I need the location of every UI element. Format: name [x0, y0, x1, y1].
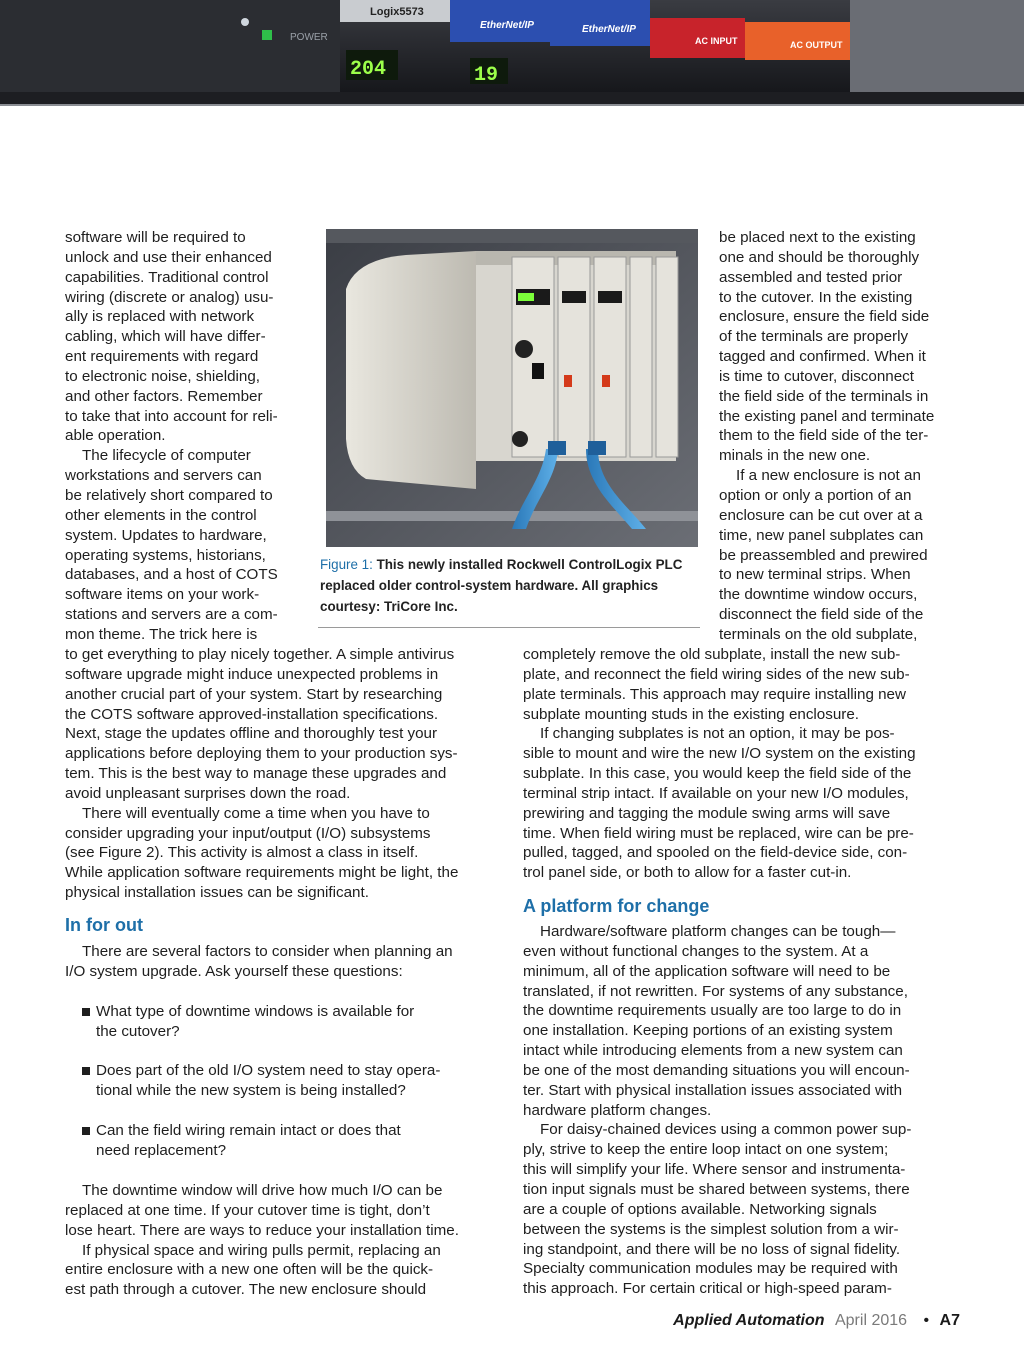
power-label: POWER	[290, 32, 328, 43]
text-line: Hardware/software platform changes can be tough—	[540, 923, 896, 940]
text-line: avoid unpleasant surprises down the road.	[65, 784, 351, 802]
module-enet1-readout: 19	[474, 64, 499, 87]
text-line: plate terminals. This approach may require installing new	[523, 685, 906, 703]
figure-caption-text: This newly installed Rockwell ControlLogix PLC replaced older control-system hardware. All graphics courtesy: TriCore Inc.	[320, 557, 683, 614]
text-line: operating systems, historians,	[65, 546, 266, 564]
text-line: physical installation issues can be significant.	[65, 884, 369, 902]
figure-1-photo	[326, 229, 698, 547]
text-line: software upgrade might induce unexpected problems in	[65, 665, 439, 683]
text-line: entire enclosure with a new one often will be the quick-	[65, 1261, 434, 1279]
text-line: While application software requirements might be light, the	[65, 864, 459, 882]
text-line: software will be required to	[65, 229, 246, 246]
text-line: and other factors. Remember	[65, 387, 263, 405]
text-line: the downtime window occurs,	[719, 586, 918, 604]
text-line: between the systems is the simplest solution from a wir-	[523, 1220, 899, 1238]
in-for-out-intro	[65, 942, 505, 982]
text-line: are a couple of options available. Networking signals	[523, 1200, 877, 1218]
text-line: the existing panel and terminate	[719, 407, 935, 425]
text-line: For daisy-chained devices using a common power sup-	[540, 1121, 912, 1139]
text-line: the COTS software approved-installation specifications.	[65, 705, 439, 723]
text-line: enclosure, ensure the field side	[719, 308, 930, 326]
bullet-square-icon	[82, 1008, 90, 1016]
publication-name: Applied Automation	[673, 1312, 825, 1329]
text-line: to new terminal strips. When	[719, 566, 911, 584]
text-line: Specialty communication modules may be required with	[523, 1260, 898, 1278]
caption-divider	[318, 627, 700, 628]
text-line: time. When field wiring must be replaced, wire can be pre-	[523, 824, 914, 842]
left-column-lower	[65, 645, 505, 903]
text-line: If changing subplates is not an option, it may be pos-	[540, 725, 895, 743]
module-ac-output-label: AC OUTPUT	[790, 40, 843, 50]
module-enet1-label: EtherNet/IP	[480, 20, 534, 31]
text-line: wiring (discrete or analog) usu-	[65, 288, 274, 306]
text-line: consider upgrading your input/output (I/O) subsystems	[65, 824, 431, 842]
text-line: If physical space and wiring pulls permit, replacing an	[82, 1241, 441, 1259]
bullet-item	[82, 1061, 492, 1101]
text-line: subplate. In this case, you would keep the field side of the	[523, 765, 912, 783]
text-line: one and should be thoroughly	[719, 248, 920, 266]
text-line: (see Figure 2). This activity is almost a class in itself.	[65, 844, 419, 862]
bullet-text: the cutover?	[96, 1022, 180, 1040]
issue-date: April 2016	[834, 1312, 908, 1329]
text-line: tion input signals must be shared between systems, there	[523, 1180, 910, 1198]
text-line: There are several factors to consider when planning an	[82, 943, 453, 960]
text-line: replaced at one time. If your cutover time is tight, don’t	[65, 1201, 430, 1219]
text-line: system. Updates to hardware,	[65, 526, 267, 544]
text-line: trol panel side, or both to allow for a faster cut-in.	[523, 864, 852, 882]
text-line: time, new panel subplates can	[719, 526, 924, 544]
text-line: ent requirements with regard	[65, 348, 259, 366]
text-line: capabilities. Traditional control	[65, 268, 269, 286]
text-line: is time to cutover, disconnect	[719, 367, 914, 385]
bullet-text: need replacement?	[96, 1141, 227, 1159]
text-line: pulled, tagged, and spooled on the field-device side, con-	[523, 844, 908, 862]
text-line: applications before deploying them to your production sys-	[65, 745, 458, 763]
right-column-top	[719, 228, 969, 645]
text-line: to electronic noise, shielding,	[65, 367, 261, 385]
text-line: lose heart. There are ways to reduce your installation time.	[65, 1221, 459, 1239]
text-line: disconnect the field side of the	[719, 606, 924, 624]
text-line: able operation.	[65, 427, 166, 445]
bullet-text: tional while the new system is being installed?	[96, 1081, 406, 1099]
right-column-bottom	[523, 922, 968, 1299]
text-line: databases, and a host of COTS	[65, 566, 278, 584]
text-line: intact while introducing elements from a new system can	[523, 1042, 903, 1060]
text-line: The downtime window will drive how much I/O can be	[82, 1182, 443, 1199]
text-line: hardware platform changes.	[523, 1101, 712, 1119]
text-line: I/O system upgrade. Ask yourself these questions:	[65, 962, 403, 980]
text-line: unlock and use their enhanced	[65, 248, 272, 266]
module-logix-label: Logix5573	[370, 6, 424, 18]
text-line: workstations and servers can	[65, 467, 262, 485]
header-banner-photo	[0, 0, 1024, 106]
section-heading-platform: A platform for change	[523, 896, 710, 916]
text-line: be preassembled and prewired	[719, 546, 928, 564]
bullet-square-icon	[82, 1127, 90, 1135]
text-line: terminals on the old subplate,	[719, 625, 918, 643]
text-line: be one of the most demanding situations you will encoun-	[523, 1061, 910, 1079]
text-line: ply, strive to keep the entire loop intact on one system;	[523, 1141, 889, 1159]
text-line: other elements in the control	[65, 506, 257, 524]
text-line: ter. Start with physical installation issues associated with	[523, 1081, 903, 1099]
text-line: to take that into account for reli-	[65, 407, 278, 425]
text-line: sible to mount and wire the new I/O system on the existing	[523, 745, 916, 763]
text-line: of the terminals are properly	[719, 328, 909, 346]
text-line: cabling, which will have differ-	[65, 328, 266, 346]
text-line: one installation. Keeping portions of an existing system	[523, 1022, 893, 1040]
text-line: mon theme. The trick here is	[65, 625, 258, 643]
footer-separator: •	[923, 1312, 930, 1329]
text-line: Next, stage the updates offline and thoroughly test your	[65, 725, 438, 743]
text-line: est path through a cutover. The new enclosure should	[65, 1281, 427, 1299]
text-line: assembled and tested prior	[719, 268, 903, 286]
left-column-bottom	[65, 1181, 505, 1300]
text-line: this approach. For certain critical or high-speed param-	[523, 1280, 892, 1298]
left-column-top	[65, 228, 315, 645]
text-line: If a new enclosure is not an	[736, 467, 921, 485]
text-line: software items on your work-	[65, 586, 260, 604]
text-line: the field side of the terminals in	[719, 387, 929, 405]
text-line: translated, if not rewritten. For systems of any substance,	[523, 982, 908, 1000]
module-ac-input-label: AC INPUT	[695, 36, 738, 46]
bullet-text: What type of downtime windows is available for	[96, 1003, 415, 1020]
text-line: to the cutover. In the existing	[719, 288, 913, 306]
text-line: be placed next to the existing	[719, 229, 916, 246]
text-line: minals in the new one.	[719, 447, 871, 465]
text-line: ing standpoint, and there will be no loss of signal fidelity.	[523, 1240, 901, 1258]
page-number: A7	[939, 1312, 960, 1329]
text-line: them to the field side of the ter-	[719, 427, 929, 445]
text-line: tem. This is the best way to manage these upgrades and	[65, 765, 447, 783]
text-line: this will simplify your life. Where sensor and instrumenta-	[523, 1161, 906, 1179]
text-line: tagged and confirmed. When it	[719, 348, 926, 366]
figure-1-caption	[320, 554, 700, 617]
page-footer	[673, 1312, 960, 1330]
text-line: even without functional changes to the system. At a	[523, 942, 869, 960]
module-enet2-label: EtherNet/IP	[582, 24, 636, 35]
text-line: prewiring and tagging the module swing arms will save	[523, 804, 891, 822]
text-line: to get everything to play nicely together. A simple antivirus	[65, 646, 455, 663]
bullet-item	[82, 1002, 492, 1042]
text-line: stations and servers are a com-	[65, 606, 278, 624]
bullet-text: Can the field wiring remain intact or does that	[96, 1122, 401, 1139]
text-line: be relatively short compared to	[65, 486, 273, 504]
text-line: option or only a portion of an	[719, 486, 912, 504]
text-line: minimum, all of the application software will need to be	[523, 962, 891, 980]
section-heading-in-for-out: In for out	[65, 915, 143, 935]
right-column-lower	[523, 645, 968, 883]
text-line: completely remove the old subplate, install the new sub-	[523, 646, 901, 663]
module-logix-readout: 204	[350, 58, 387, 81]
bullet-text: Does part of the old I/O system need to stay opera-	[96, 1062, 441, 1079]
text-line: ally is replaced with network	[65, 308, 255, 326]
text-line: the downtime requirements usually are too large to do in	[523, 1002, 902, 1020]
bullet-item	[82, 1121, 492, 1161]
text-line: plate, and reconnect the field wiring sides of the new sub-	[523, 665, 910, 683]
text-line: another crucial part of your system. Start by researching	[65, 685, 443, 703]
text-line: terminal strip intact. If available on your new I/O modules,	[523, 784, 909, 802]
text-line: The lifecycle of computer	[82, 447, 251, 465]
text-line: There will eventually come a time when you have to	[82, 804, 430, 822]
bullet-square-icon	[82, 1067, 90, 1075]
text-line: subplate mounting studs in the existing enclosure.	[523, 705, 860, 723]
text-line: enclosure can be cut over at a	[719, 506, 923, 524]
figure-label: Figure 1:	[320, 557, 373, 572]
